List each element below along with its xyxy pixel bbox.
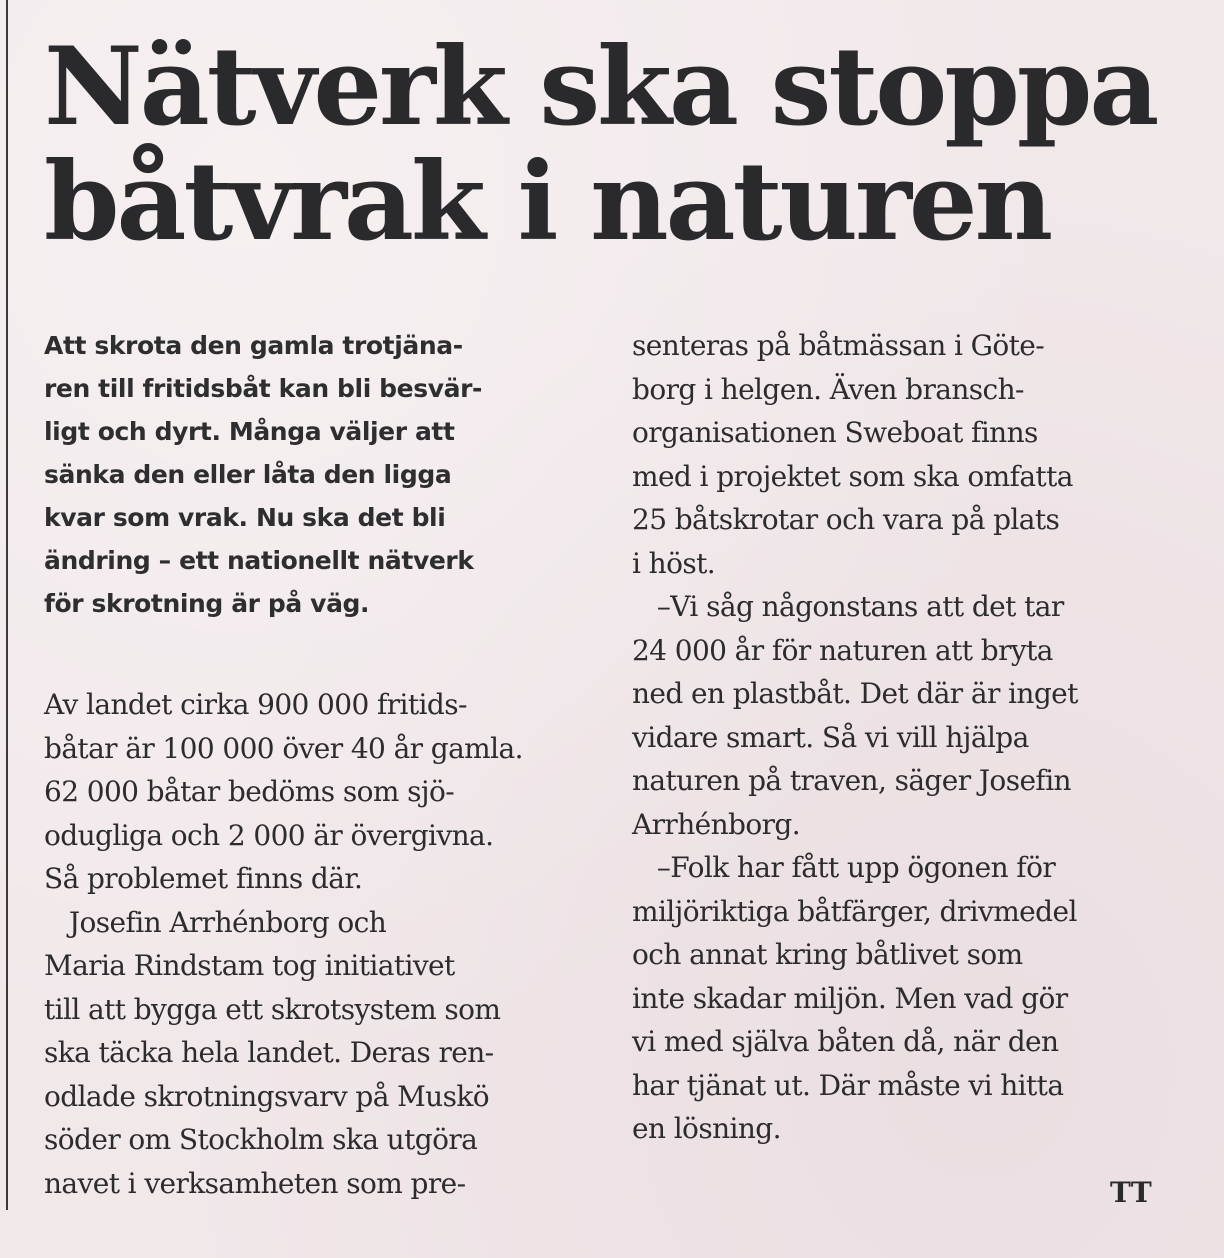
body-line: navet i verksamheten som pre- [44,1166,466,1200]
body-line: till att bygga ett skrotsystem som [44,992,501,1026]
right-column [632,324,1172,1151]
body-line: naturen på traven, säger Josefin [632,764,1071,797]
body-line: senteras på båtmässan i Göte- [632,329,1045,362]
body-line: vidare smart. Så vi vill hjälpa [632,720,1029,754]
body-line: med i projektet som ska omfatta [632,459,1073,493]
body-line: –Folk har fått upp ögonen för [632,851,1056,884]
body-text-left [44,683,584,1205]
body-line: 25 båtskrotar och vara på plats [632,503,1060,536]
body-line: har tjänat ut. Där måste vi hitta [632,1068,1064,1102]
body-line: organisationen Sweboat finns [632,416,1038,449]
body-line: och annat kring båtlivet som [632,938,1023,971]
lead-line: ändring – ett nationellt nätverk [44,546,474,575]
lead-line: sänka den eller låta den ligga [44,460,452,489]
body-text-right [632,324,1172,1151]
body-line: inte skadar miljön. Men vad gör [632,981,1068,1015]
body-line: borg i helgen. Även bransch- [632,372,1024,406]
body-line: Maria Rindstam tog initiativet [44,949,455,982]
body-line: Av landet cirka 900 000 fritids- [44,688,467,721]
body-line: odlade skrotningsvarv på Muskö [44,1079,489,1113]
body-line: 24 000 år för naturen att bryta [632,633,1053,667]
body-line: Så problemet finns där. [44,862,363,895]
byline: TT [1110,1176,1153,1209]
lead-line: för skrotning är på väg. [44,589,370,618]
body-line: Arrhénborg. [632,807,801,841]
body-line: i höst. [632,546,716,580]
lead-line: ligt och dyrt. Många väljer att [44,417,455,446]
lead-line: Att skrota den gamla trotjäna- [44,331,463,360]
body-line: söder om Stockholm ska utgöra [44,1123,478,1156]
lead-paragraph [44,324,584,625]
left-column [44,324,584,1205]
body-line: 62 000 båtar bedöms som sjö- [44,775,455,808]
body-line: miljöriktiga båtfärger, drivmedel [632,894,1077,928]
body-line: Josefin Arrhénborg och [44,905,387,939]
body-line: vi med själva båten då, när den [632,1025,1059,1058]
body-line: –Vi såg någonstans att det tar [632,590,1064,623]
body-line: en lösning. [632,1112,781,1145]
lead-line: kvar som vrak. Nu ska det bli [44,503,446,532]
body-line: båtar är 100 000 över 40 år gamla. [44,731,523,765]
column-rule [6,0,8,1210]
headline-line: båtvrak i naturen [44,139,1051,265]
body-line: ska täcka hela landet. Deras ren- [44,1036,494,1069]
headline [44,24,1204,265]
headline-line: Nätverk ska stoppa [44,24,1157,150]
body-line: odugliga och 2 000 är övergivna. [44,818,494,852]
body-line: ned en plastbåt. Det där är inget [632,677,1078,710]
lead-line: ren till fritidsbåt kan bli besvär- [44,374,482,403]
